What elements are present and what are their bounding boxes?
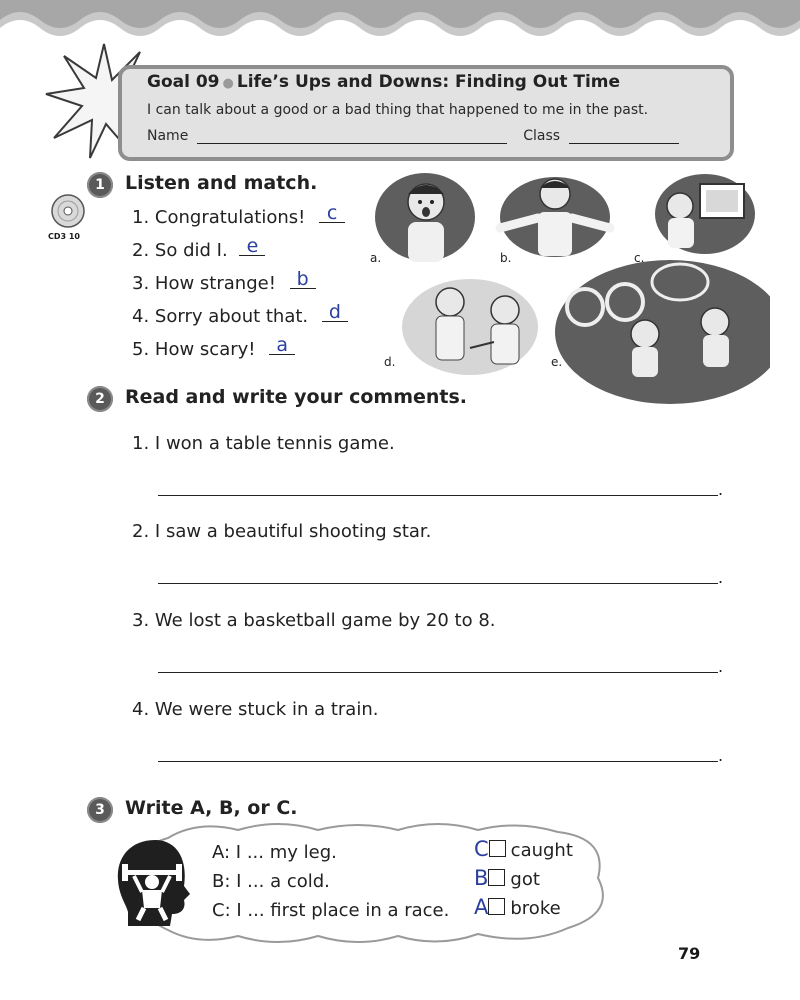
name-field[interactable] xyxy=(197,127,507,144)
picture-label-d: d. xyxy=(384,355,396,369)
picture-label-e: e. xyxy=(551,355,563,369)
option-word: got xyxy=(510,869,540,890)
sentence-b xyxy=(212,871,330,892)
line-period: . xyxy=(718,480,724,499)
comment-answer-line-4[interactable] xyxy=(158,761,718,762)
picture-label-c: c. xyxy=(634,251,645,265)
match-answer-2[interactable]: e xyxy=(239,237,265,256)
section-1-title: Listen and match. xyxy=(125,172,318,194)
picture-label-b: b. xyxy=(500,251,512,265)
match-item-number: 3. xyxy=(132,273,150,294)
option-answer[interactable]: B xyxy=(474,866,489,890)
option-word: caught xyxy=(510,840,573,861)
checkbox[interactable] xyxy=(488,898,505,915)
match-item-5 xyxy=(132,336,295,360)
match-item-text: How scary! xyxy=(154,339,256,360)
option-word: broke xyxy=(510,898,561,919)
option-answer[interactable]: A xyxy=(474,895,489,919)
section-2-number: 2 xyxy=(87,386,113,412)
match-item-text: Sorry about that. xyxy=(154,306,309,327)
option-caught xyxy=(474,837,573,861)
picture-label-a: a. xyxy=(370,251,382,265)
name-class-row xyxy=(147,127,679,144)
comment-number: 2. xyxy=(132,521,150,542)
sentence-a xyxy=(212,842,337,863)
name-label: Name xyxy=(147,128,189,144)
option-answer[interactable]: C xyxy=(474,837,489,861)
section-3-title: Write A, B, or C. xyxy=(125,797,298,819)
match-answer-3[interactable]: b xyxy=(290,270,316,289)
match-item-text: So did I. xyxy=(154,240,228,261)
comment-answer-line-2[interactable] xyxy=(158,583,718,584)
comment-prompt-2 xyxy=(132,521,431,542)
checkbox[interactable] xyxy=(488,869,505,886)
match-item-number: 2. xyxy=(132,240,150,261)
match-item-number: 1. xyxy=(132,207,150,228)
top-scalloped-border xyxy=(0,0,800,44)
match-answer-5[interactable]: a xyxy=(269,336,295,355)
sentence-c xyxy=(212,900,449,921)
picture-d xyxy=(402,279,538,375)
comment-answer-line-3[interactable] xyxy=(158,672,718,673)
match-answer-1[interactable]: c xyxy=(319,204,345,223)
comment-number: 4. xyxy=(132,699,150,720)
head-silhouette-icon xyxy=(110,836,200,928)
match-item-2 xyxy=(132,237,265,261)
comment-number: 3. xyxy=(132,610,150,631)
goal-subtitle: I can talk about a good or a bad thing that happened to me in the past. xyxy=(147,102,649,118)
illustration-panel xyxy=(370,172,770,412)
comment-text: I won a table tennis game. xyxy=(154,433,395,454)
comment-text: I saw a beautiful shooting star. xyxy=(154,521,432,542)
section-2-title: Read and write your comments. xyxy=(125,386,468,408)
line-period: . xyxy=(718,657,724,676)
match-item-number: 5. xyxy=(132,339,150,360)
goal-separator: ● xyxy=(222,76,234,91)
match-item-1 xyxy=(132,204,345,228)
goal-title xyxy=(147,72,620,92)
match-item-text: How strange! xyxy=(154,273,276,294)
comment-prompt-4 xyxy=(132,699,378,720)
option-broke xyxy=(474,895,561,919)
picture-c xyxy=(655,174,755,254)
comment-answer-line-1[interactable] xyxy=(158,495,718,496)
match-item-3 xyxy=(132,270,316,294)
cd-icon xyxy=(50,193,86,229)
sentence-text: I ... a cold. xyxy=(236,871,330,892)
sentence-label: B: xyxy=(212,871,231,892)
match-item-4 xyxy=(132,303,348,327)
class-field[interactable] xyxy=(569,127,679,144)
comment-prompt-1 xyxy=(132,433,395,454)
sentence-text: I ... first place in a race. xyxy=(236,900,450,921)
section-3-number: 3 xyxy=(87,797,113,823)
line-period: . xyxy=(718,568,724,587)
comment-prompt-3 xyxy=(132,610,496,631)
goal-number: Goal 09 xyxy=(147,72,220,92)
comment-text: We lost a basketball game by 20 to 8. xyxy=(154,610,496,631)
picture-a xyxy=(375,173,475,262)
match-item-text: Congratulations! xyxy=(154,207,306,228)
option-got xyxy=(474,866,540,890)
sentence-text: I ... my leg. xyxy=(235,842,337,863)
comment-text: We were stuck in a train. xyxy=(154,699,379,720)
class-label: Class xyxy=(523,128,561,144)
picture-b xyxy=(500,177,610,257)
checkbox[interactable] xyxy=(489,840,506,857)
match-item-number: 4. xyxy=(132,306,150,327)
sentence-label: A: xyxy=(212,842,231,863)
match-answer-4[interactable]: d xyxy=(322,303,348,322)
goal-name: Life’s Ups and Downs: Finding Out Time xyxy=(236,72,621,92)
page-number: 79 xyxy=(678,944,701,963)
line-period: . xyxy=(718,746,724,765)
picture-e xyxy=(555,260,770,404)
sentence-label: C: xyxy=(212,900,231,921)
comment-number: 1. xyxy=(132,433,150,454)
section-1-number: 1 xyxy=(87,172,113,198)
audio-track-label: CD3 10 xyxy=(48,232,80,241)
